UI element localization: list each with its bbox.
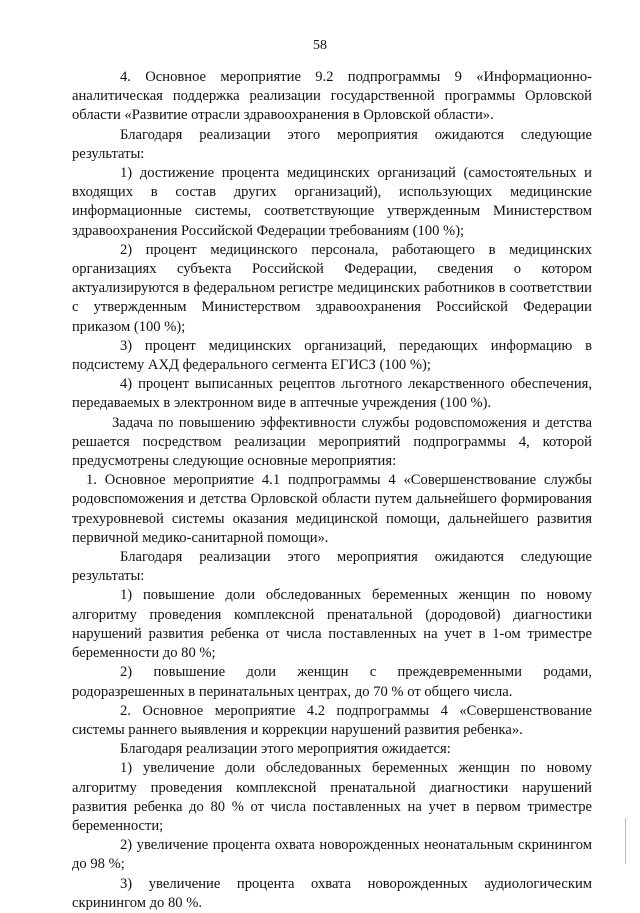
page-number: 58 xyxy=(313,38,327,53)
list-item: 2) процент медицинского персонала, работающего в медицинских организациях субъекта Российской Федерации, сведения о котором актуализируются в федеральном регистре медицинских работников в соответствии с утвержденным Министерством здравоохранения Российской Федерации приказом (100 %); xyxy=(72,241,592,335)
list-item: 3) процент медицинских организаций, передающих информацию в подсистему АХД федерального сегмента ЕГИСЗ (100 %); xyxy=(72,337,592,374)
paragraph: Благодаря реализации этого мероприятия ожидаются следующие результаты: xyxy=(72,549,592,585)
list-item: 3) увеличение процента охвата новорожденных аудиологическим скринингом до 80 %. xyxy=(72,875,592,911)
paragraph: Задача по повышению эффективности службы родовспоможения и детства решается посредством реализации мероприятий подпрограммы 4, которой предусмотрены следующие основные мероприятия: xyxy=(72,414,592,470)
scan-margin-mark xyxy=(625,818,626,864)
list-item: 1) увеличение доли обследованных беременных женщин по новому алгоритму проведения комплексной пренатальной диагностики нарушений развития ребенка до 80 % от числа поставленных на учет в первом триместре беременности; xyxy=(72,760,592,834)
list-item: 2) увеличение процента охвата новорожденных неонатальным скринингом до 98 %; xyxy=(72,837,592,873)
list-item: 1) достижение процента медицинских организаций (самостоятельных и входящих в состав других организаций), использующих медицинские информационные системы, соответствующие утвержденным Министерством здравоохранения Российской Федерации требованиям (100 %); xyxy=(72,165,592,239)
paragraph: 4. Основное мероприятие 9.2 подпрограммы 9 «Информационно-аналитическая поддержка реализации государственной программы Орловской области «Развитие отрасли здравоохранения в Орловской области». xyxy=(72,69,592,124)
list-item: 1) повышение доли обследованных беременных женщин по новому алгоритму проведения комплексной пренатальной (дородовой) диагностики нарушений развития ребенка от числа поставленных на учет в 1-ом триместре беременности до 80 %; xyxy=(72,587,592,662)
list-item: 2) повышение доли женщин с преждевременными родами, родоразрешенных в перинатальных центрах, до 70 % от общего числа. xyxy=(72,664,592,700)
paragraph: Благодаря реализации этого мероприятия ожидается: xyxy=(120,741,451,758)
paragraph: Благодаря реализации этого мероприятия ожидаются следующие результаты: xyxy=(72,126,592,162)
paragraph: 2. Основное мероприятие 4.2 подпрограммы 4 «Совершенствование системы раннего выявления и коррекции нарушений развития ребенка». xyxy=(72,702,592,738)
paragraph: 1. Основное мероприятие 4.1 подпрограммы 4 «Совершенствование службы родовспоможения и детства Орловской области путем дальнейшего формирования трехуровневой системы оказания медицинской помощи, дальнейшего развития первичной медико-санитарной помощи». xyxy=(72,472,592,546)
list-item: 4) процент выписанных рецептов льготного лекарственного обеспечения, передаваемых в электронном виде в аптечные учреждения (100 %). xyxy=(72,376,592,412)
document-body xyxy=(72,68,592,913)
